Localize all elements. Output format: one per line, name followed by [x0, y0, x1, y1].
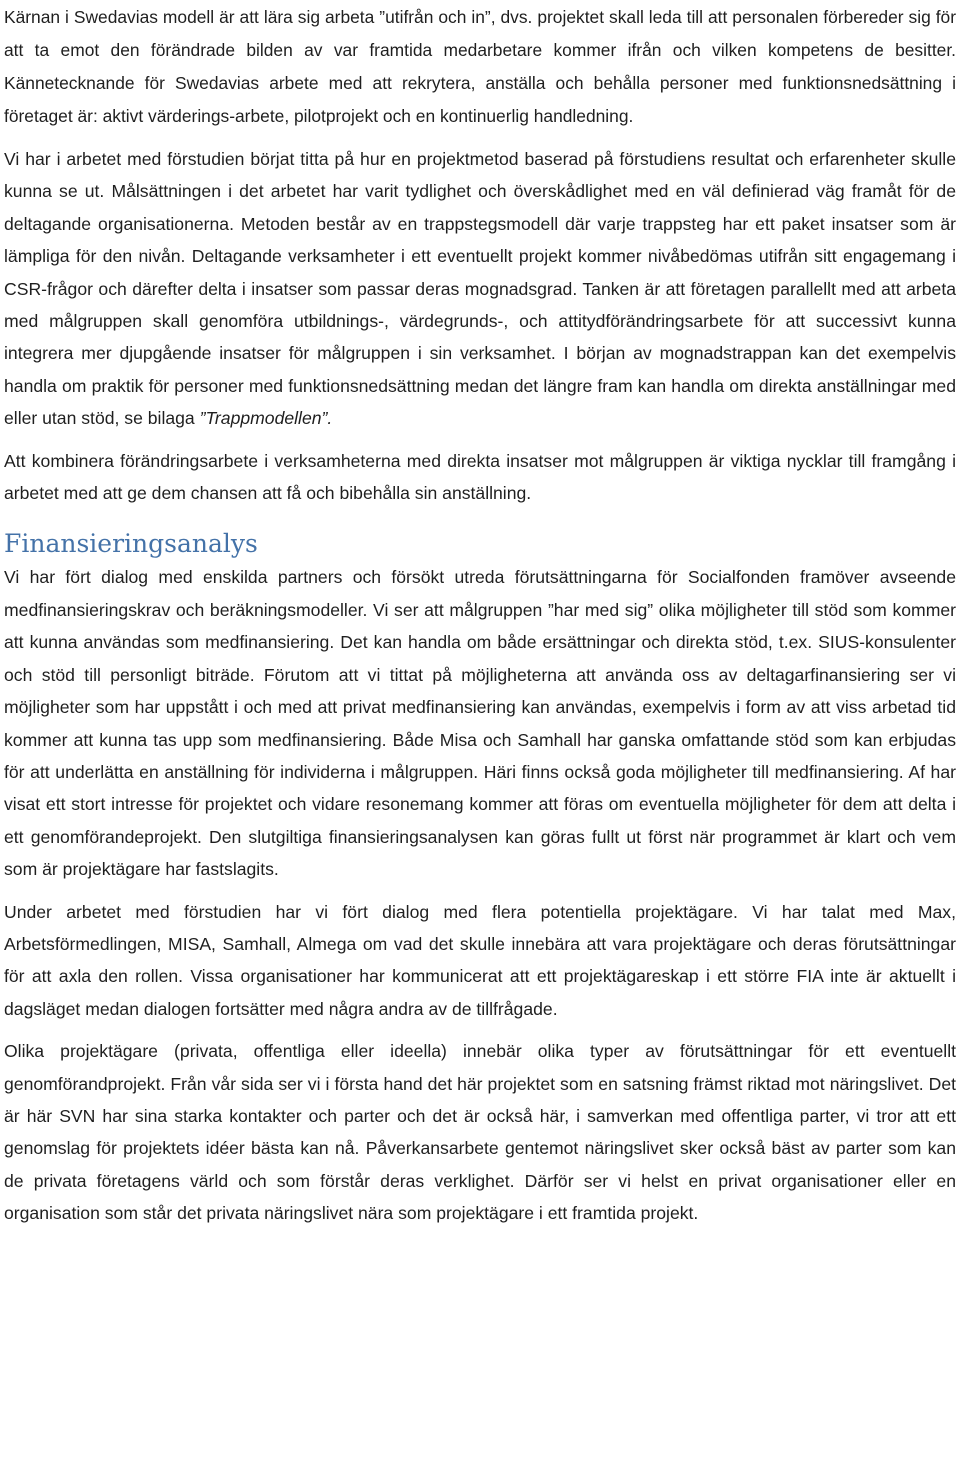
- paragraph-project-method: [4, 143, 956, 435]
- section-heading-finansieringsanalys: Finansieringsanalys: [4, 529, 258, 559]
- paragraph-project-owners: Under arbetet med förstudien har vi fört dialog med flera potentiella projektägare. Vi har talat med Max, Arbetsförmedlingen, MISA, Samhall, Almega om vad det skulle innebära att vara projektägare och deras förutsättningar för att axla den rollen. Vissa organisationer har kommunicerat att ett projektägareskap i ett större FIA inte är aktuellt i dagsläget medan dialogen fortsätter med några andra av de tillfrågade.: [4, 901, 956, 1019]
- paragraph-combine-change: Att kombinera förändringsarbete i verksamheterna med direkta insatser mot målgruppen är viktiga nycklar till framgång i arbetet med att ge dem chansen att få och bibehålla sin anställning.: [4, 450, 956, 504]
- paragraph-financing-dialog: Vi har fört dialog med enskilda partners och försökt utreda förutsättningarna för Socialfonden framöver avseende medfinansieringskrav och beräkningsmodeller. Vi ser att målgruppen ”har med sig” olika möjligheter till stöd som kommer att kunna användas som medfinansiering. Det kan handla om både ersättningar och direkta stöd, t.ex. SIUS-konsulenter och stöd till personligt biträde. Förutom att vi tittat på möjligheterna att använda oss av deltagarfinansiering ser vi möjligheter som har uppstått i och med att privat medfinansiering kan användas, exempelvis i form av att viss arbetad tid kommer att kunna tas upp som medfinansiering. Både Misa och Samhall har ganska omfattande stöd som kan erbjudas för att underlätta en anställning för individerna i målgruppen. Häri finns också goda möjligheter till medfinansiering. Af har visat ett stort intresse för projektet och vidare resonemang kommer att föras om eventuella möjligheter för dem att delta i ett genomförandeprojekt. Den slutgiltiga finansieringsanalysen kan göras fullt ut först när programmet är klart och vem som är projektägare har fastslagits.: [4, 567, 956, 880]
- document-page: [0, 1, 960, 1464]
- paragraph-owner-types: Olika projektägare (privata, offentliga eller ideella) innebär olika typer av förutsättningar för ett eventuellt genomförandprojekt. Från vår sida ser vi i första hand det här projektet som en satsning främst riktad mot näringslivet. Det är här SVN har sina starka kontakter och parter och det är också här, i samverkan med offentliga parter, vi tror att ett genomslag för projektets idéer bästa kan nå. Påverkansarbete gentemot näringslivet sker också bäst av parter som kan de privata företagens värld och som förstår deras verklighet. Därför ser vi helst en privat organisationer eller en organisation som står det privata näringslivet nära som projektägare i ett framtida projekt.: [4, 1041, 956, 1224]
- appendix-reference: ”Trappmodellen”.: [199, 408, 333, 429]
- paragraph-project-method-text: Vi har i arbetet med förstudien börjat titta på hur en projektmetod baserad på förstudiens resultat och erfarenheter skulle kunna se ut. Målsättningen i det arbetet har varit tydlighet och överskådlighet med en väl definierad väg framåt för de deltagande organisationerna. Metoden består av en trappstegsmodell där varje trappsteg har ett paket insatser som är lämpliga för den nivån. Deltagande verksamheter i ett eventuellt projekt kommer nivåbedömas utifrån sitt engagemang i CSR-frågor och därefter delta i insatser som passar deras mognadsgrad. Tanken är att företagen parallellt med att arbeta med målgruppen skall genomföra utbildnings-, värdegrunds-, och attitydförändringsarbete för att successivt kunna integrera mer djupgående insatser för målgruppen i sin verksamhet. I början av mognadstrappan kan det exempelvis handla om praktik för personer med funktionsnedsättning medan det längre fram kan handla om direkta anställningar med eller utan stöd, se bilaga: [4, 149, 956, 429]
- paragraph-swedavia-model: Kärnan i Swedavias modell är att lära sig arbeta ”utifrån och in”, dvs. projektet skall leda till att personalen förbereder sig för att ta emot den förändrade bilden av var framtida medarbetare kommer ifrån och vilken kompetens de besitter. Kännetecknande för Swedavias arbete med att rekrytera, anställa och behålla personer med funktionsnedsättning i företaget är: aktivt värderings-arbete, pilotprojekt och en kontinuerlig handledning.: [4, 7, 956, 126]
